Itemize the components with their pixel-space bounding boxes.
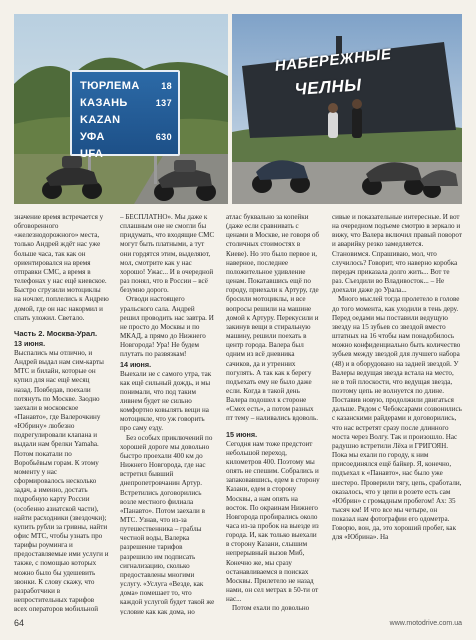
- paragraph: Выспались мы отлично, и Андрей выдал нам сим-карты МТС и билайн, которые он купил для нас ещё месяц назад. Повбедав, поехали потянуть по Москве. Заодно заехали в московское «Панавто», где Валерочкину «Юбрину» любезно подрегулировали клапана и выдали нам брелки Yamaha. Потом покатали по Воробьёвым горам. К этому моменту у нас сформировалось несколько задач, а именно, достать подробную карту России (особенно азиатской части), найти расходники (звездочки); купить рубли за гривны, найти офис МТС, чтобы узнать про тарифы роуминга и предоставляемые ими услуги и также, с помощью которых можно было бы удешевить звонки. К слову скажу, что разработчики в непростительных тарифов всех операторов мобильной: [14, 348, 109, 614]
- stela-line-1: НАБЕРЕЖНЫЕ: [274, 45, 393, 75]
- sign-city: KAZAN: [80, 114, 121, 126]
- paragraph: Отводи настоящего уральского сала. Андрей решил проводить нас завтра. И не просто до Москвы и по МКАД, а прямо до Нижнего Новгорода! Ура! Не будем плутать по развязкам!: [120, 295, 214, 359]
- article-column-1: [14, 213, 109, 615]
- paragraph: Сегодня нам тоже предстоит небольшой переход, километров 400. Поэтому мы опять не спешим. Собрались и запаковавшись, едем в сторону Казани, едем в сторону Москвы, а нам опять на восток. По окраинам Нижнего Новгорода пробирались около часа из-за пробок на выезде из города. И, как только выехали в сторону Казани, слышим непрерывный вызов Миб, Конечно же, мы сразу останавливаемся в поисках Москвы. Прилетело не назад нами, он сел метрах в 50-ти от нас...: [226, 439, 320, 604]
- page-number: 64: [14, 618, 25, 628]
- sign-city: УФА: [80, 131, 105, 143]
- city-stela-scene: [232, 14, 462, 204]
- article-column-4: [332, 213, 462, 615]
- paragraph: сивые и показательные интересные. И вот на очередном подъеме смотрю в зеркало и вижу, что Валера включил правый поворот и аварийку резко замедляется. Становимся. Спрашиваю, мол, что случилось? Говорит, что наверно коробка передач приказала долго жить... Вот те раз. Съездили во Владивосток... – Не доехали даже до Урала...: [332, 213, 462, 295]
- paragraph: атлас буквально за копейки (даже если сравнивать с ценами в Москве, не говоря об столичных стоимостях в Киеве). Но это было первое и, наверное, последнее положительное удивление ценам. Покатавшись ещё по городу, приехали к Артуру, где бросили мотоциклы, и все вопросы решили на машине домой к Артуру. Перекусили и закинув вещи в стиральную машину, решили поехать в центр города. Валера был одним из всё дневника сачиков, да и утренних погулять. А так как к берегу подъехать ему не было даже если. Когда в такой день Валера подошел к стороне «Смех есть», а потом разных пт тему – наливались вдоволь.: [226, 213, 320, 423]
- sign-km: 18: [161, 81, 172, 91]
- article-column-3: [226, 213, 321, 615]
- sign-row: [80, 129, 172, 146]
- photo-road-sign: [14, 14, 228, 204]
- paragraph: – БЕСПЛАТНО». Мы даже к сплашным оне не смогли бы придумать, что входящие СМС могут быть платными, а тут они гордятся этим, выделяют, мол, смотрите как у нас хорошо! Ужас... И в очередной раз понял, что в России – всё безумно дорого.: [120, 213, 215, 295]
- sign-row: [80, 78, 172, 95]
- road-sign: [70, 70, 180, 160]
- photo-city-stela: [232, 14, 462, 204]
- sign-city: UFA: [80, 148, 104, 160]
- sign-row: [80, 112, 172, 129]
- paragraph: Без особых приключений по хорошей дороге мы довольно быстро проехали 400 км до Нижнего Новгорода, где нас встретил бывший днепропетровчанин Артур. Встретились договорились возле местного филиала «Панавто». Потом заехали в МТС. Узнав, что из-за путешественника – граблы честной воды, Валерка разрешение тарифов разрешило им подписать сигнализацию, сколько предоставлены многими услугу. «Услуга «Везде, как дома» помешает то, что каждой услугой будет такой же условие как как дома, но: [120, 433, 215, 615]
- article-column-2: [120, 213, 215, 615]
- sign-km: 630: [155, 132, 172, 142]
- section-heading: Часть 2. Москва-Урал.: [14, 328, 98, 338]
- sign-row: [80, 146, 172, 163]
- date-heading: 14 июня.: [120, 359, 152, 369]
- magazine-url: www.motodrive.com.ua: [389, 620, 462, 627]
- paragraph: Много мыслей тогда пролетело в голове до того момента, как уходили в тень деру. Перед оедами мы поставили ведущую звезду на 15 зубьев со звездой вместо штатных на 16 чтобы нам понадобилось можно конфиденциально быть количество зубьев между звездой для лучшего набора (48) и в оборудовано на задней звездой. У Валеры ведущая звезда встала на место, не в той плоскости, что ведущая звезда, поэтому цепь не волнуется по длине. Поставив новую, продолжили двигаться дальше. Рядом с Чебоксарами созвонились с казанскими райдерами и договорились, что нас встретят сразу после длинного моста через Волгу. Так и произошло. Нас радушно встретили Лёха и ГРИГОЯН. Пока мы ехали по городу, к ним присоединялся ещё байкер. Я, конечно, подъехал к «Панавто», нас было уже шестеро. Проверили тягу, цепь, сработали, оказалось, что у цепи в розете есть сам «Юбрин» с громадным пробегом! Ах: 35 тысяч км! И что все мы четыре, он показал нам фотографии его одометра. Говорю, вон, да, это хороший пробег, как для «Юбрина». На: [332, 295, 462, 542]
- paragraph: Выехали не с самого утра, так как ещё сильный дождь, и мы понимали, что под таким ливнем будет не сильно комфортно ковылять вещи на мотоцикле, что уж говорить про саму езду.: [120, 369, 212, 433]
- sign-city: КАЗАНЬ: [80, 97, 128, 109]
- date-heading: 15 июня.: [226, 429, 258, 439]
- paragraph: Потом ехали по довольно: [232, 604, 310, 613]
- sign-km: 137: [155, 98, 172, 108]
- sign-city: ТЮРЛЕМА: [80, 80, 140, 92]
- date-heading: 13 июня.: [14, 338, 46, 348]
- stela-line-2: ЧЕЛНЫ: [294, 75, 363, 99]
- sign-row: [80, 95, 172, 112]
- paragraph: значение время встречается у обговоренного «железнодорожного» места, только Андрей ждёт нас уже больше часа, так как он ориентировался на время отправки СМС, а время в телефонах у нас ещё киевское. Быстро сгрузили мотоциклы на ночлег, поплелись к Андрею домой, где он нас накормил и спать уложил. Светало.: [14, 213, 109, 322]
